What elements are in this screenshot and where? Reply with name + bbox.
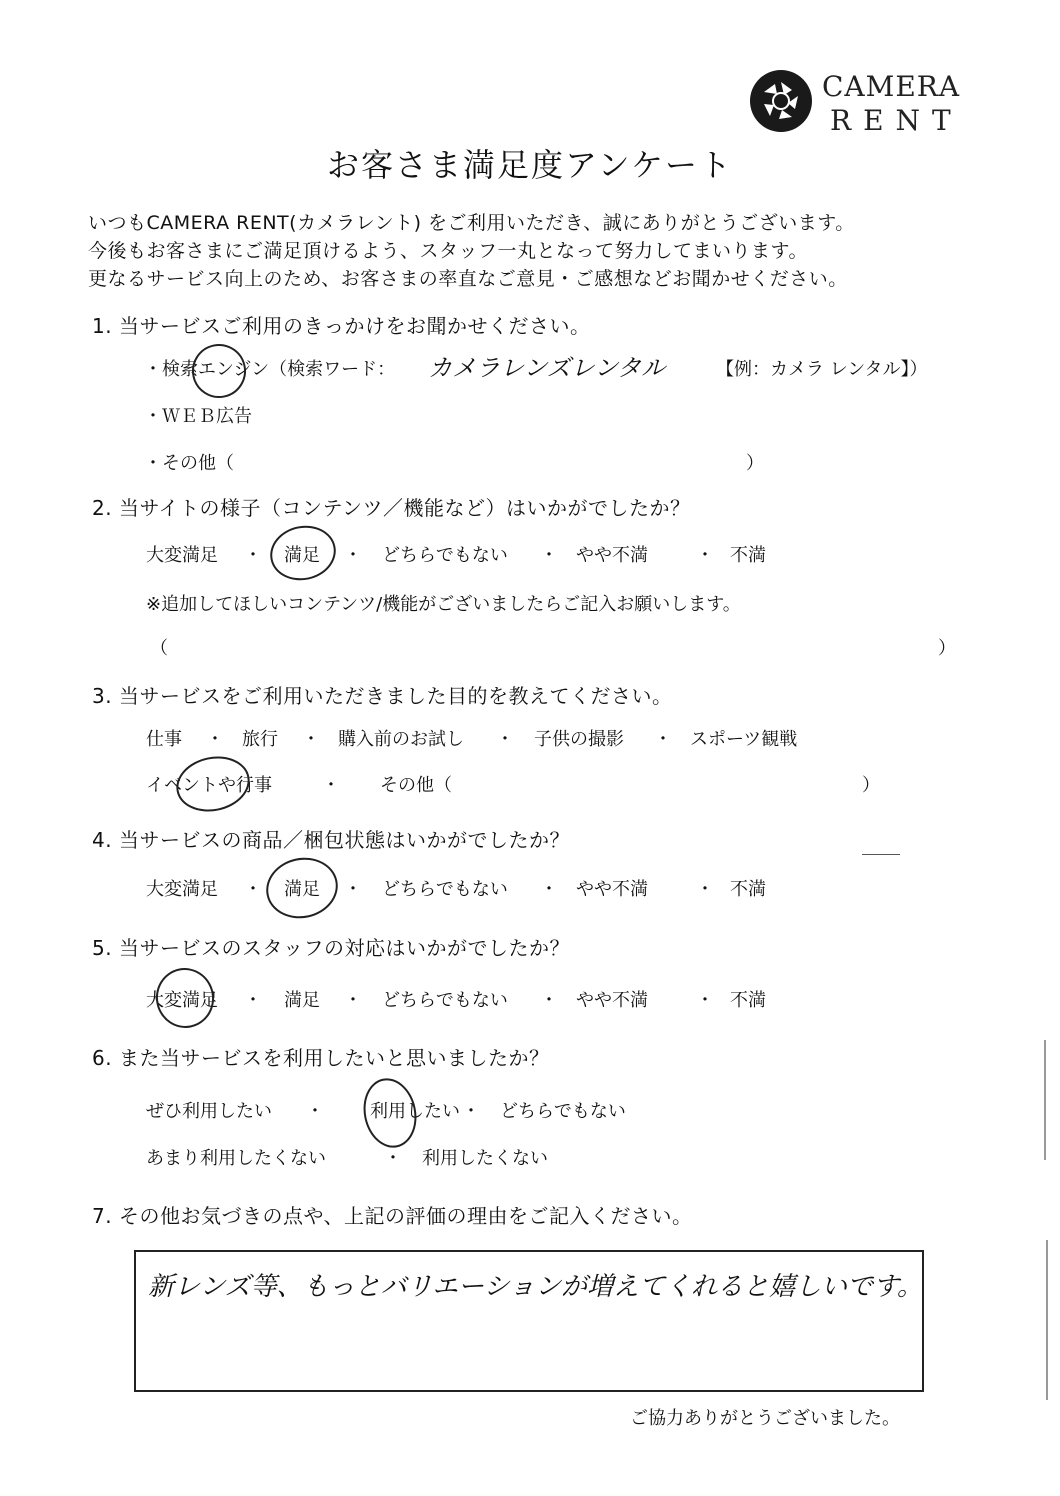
- q3-option-kids-photo: 子供の撮影: [534, 729, 624, 750]
- q6-separator: ・: [306, 1101, 324, 1122]
- q3-separator: ・: [654, 729, 672, 750]
- question-4: 4. 当サービスの商品／梱包状態はいかがでしたか？: [92, 828, 570, 852]
- q6-separator: ・: [384, 1148, 402, 1169]
- q5-separator: ・: [244, 990, 262, 1011]
- q3-option-event: イベントや行事: [146, 775, 272, 796]
- q4-option-satisfied: 満足: [284, 879, 320, 900]
- q3-separator: ・: [322, 775, 340, 796]
- q3-option-other: その他（: [380, 775, 452, 796]
- q4-handwritten-circle: [261, 851, 344, 925]
- q3-separator: ・: [206, 729, 224, 750]
- q6-option-yes: 利用したい: [370, 1101, 460, 1122]
- q4-option-very-satisfied: 大変満足: [146, 879, 218, 900]
- q4-option-somewhat-dissatisfied: やや不満: [576, 879, 648, 900]
- q2-option-dissatisfied: 不満: [730, 545, 766, 566]
- q1-handwritten-circle: [187, 339, 251, 403]
- q5-separator: ・: [696, 990, 714, 1011]
- scan-edge-mark: [1044, 1040, 1046, 1160]
- intro-line-1: いつもCAMERA RENT(カメラレント) をご利用いただき、誠にありがとうございます。: [88, 212, 855, 234]
- camera-aperture-icon: [748, 68, 814, 134]
- q2-option-somewhat-dissatisfied: やや不満: [576, 545, 648, 566]
- q5-option-neutral: どちらでもない: [382, 990, 508, 1011]
- q6-option-neutral: どちらでもない: [500, 1101, 626, 1122]
- q3-separator: ・: [496, 729, 514, 750]
- footer-thanks: ご協力ありがとうございました。: [630, 1408, 900, 1429]
- q5-option-somewhat-dissatisfied: やや不満: [576, 990, 648, 1011]
- q2-separator: ・: [244, 545, 262, 566]
- intro-line-2: 今後もお客さまにご満足頂けるよう、スタッフ一丸となって努力してまいります。: [88, 240, 808, 262]
- q1-search-example: 【例：カメラ レンタル】）: [716, 359, 928, 380]
- q3-option-other-close: ）: [862, 775, 880, 796]
- q3-separator: ・: [302, 729, 320, 750]
- question-6: 6. また当サービスを利用したいと思いましたか？: [92, 1046, 550, 1070]
- camera-rent-logo: [748, 68, 963, 138]
- scan-dash: [862, 854, 900, 855]
- question-1: 1. 当サービスご利用のきっかけをお聞かせください。: [92, 314, 591, 338]
- scan-edge-mark: [1046, 1240, 1048, 1400]
- q2-option-satisfied: 満足: [284, 545, 320, 566]
- q4-option-neutral: どちらでもない: [382, 879, 508, 900]
- question-5: 5. 当サービスのスタッフの対応はいかがでしたか？: [92, 936, 570, 960]
- q4-option-dissatisfied: 不満: [730, 879, 766, 900]
- q6-separator: ・: [462, 1101, 480, 1122]
- q1-option-other: ・その他（: [144, 453, 234, 474]
- q2-note: ※追加してほしいコンテンツ/機能がございましたらご記入お願いします。: [146, 594, 741, 615]
- q7-handwritten-answer: 新レンズ等、もっとバリエーションが増えてくれると嬉しいです。: [148, 1272, 923, 1302]
- q3-handwritten-circle: [171, 750, 255, 818]
- q5-separator: ・: [344, 990, 362, 1011]
- question-7: 7. その他お気づきの点や、上記の評価の理由をご記入ください。: [92, 1204, 693, 1228]
- q4-separator: ・: [540, 879, 558, 900]
- q2-handwritten-circle: [265, 520, 341, 587]
- q1-option-search-engine: ・検索エンジン（検索ワード：: [144, 359, 396, 380]
- q6-option-no: 利用したくない: [422, 1148, 548, 1169]
- q3-option-travel: 旅行: [242, 729, 278, 750]
- q3-option-trial: 購入前のお試し: [338, 729, 464, 750]
- q5-separator: ・: [540, 990, 558, 1011]
- q5-option-satisfied: 満足: [284, 990, 320, 1011]
- q4-separator: ・: [696, 879, 714, 900]
- question-3: 3. 当サービスをご利用いただきました目的を教えてください。: [92, 684, 673, 708]
- q6-handwritten-circle: [357, 1073, 422, 1152]
- q1-option-other-close: ）: [746, 453, 764, 474]
- page-title: お客さま満足度アンケート: [326, 146, 734, 184]
- q5-handwritten-circle: [150, 963, 219, 1034]
- q1-option-web-ad: ・ＷＥＢ広告: [144, 406, 252, 427]
- intro-line-3: 更なるサービス向上のため、お客さまの率直なご意見・ご感想などお聞かせください。: [88, 268, 848, 290]
- q4-separator: ・: [244, 879, 262, 900]
- q2-option-neutral: どちらでもない: [382, 545, 508, 566]
- q2-paren-open: （: [150, 638, 168, 659]
- q5-option-dissatisfied: 不満: [730, 990, 766, 1011]
- q4-separator: ・: [344, 879, 362, 900]
- q2-separator: ・: [696, 545, 714, 566]
- q1-search-word-handwritten: カメラレンズレンタル: [428, 354, 666, 382]
- q3-option-work: 仕事: [146, 729, 182, 750]
- q6-option-not-really: あまり利用したくない: [146, 1148, 326, 1169]
- q3-option-sports: スポーツ観戦: [690, 729, 798, 750]
- q2-paren-close: ）: [938, 638, 956, 659]
- question-2: 2. 当サイトの様子（コンテンツ／機能など）はいかがでしたか？: [92, 496, 691, 520]
- q2-separator: ・: [344, 545, 362, 566]
- q5-option-very-satisfied: 大変満足: [146, 990, 218, 1011]
- q2-option-very-satisfied: 大変満足: [146, 545, 218, 566]
- q2-separator: ・: [540, 545, 558, 566]
- logo-text-rent: RENT: [830, 104, 963, 137]
- logo-text-camera: CAMERA: [822, 70, 961, 103]
- q6-option-definitely: ぜひ利用したい: [146, 1101, 272, 1122]
